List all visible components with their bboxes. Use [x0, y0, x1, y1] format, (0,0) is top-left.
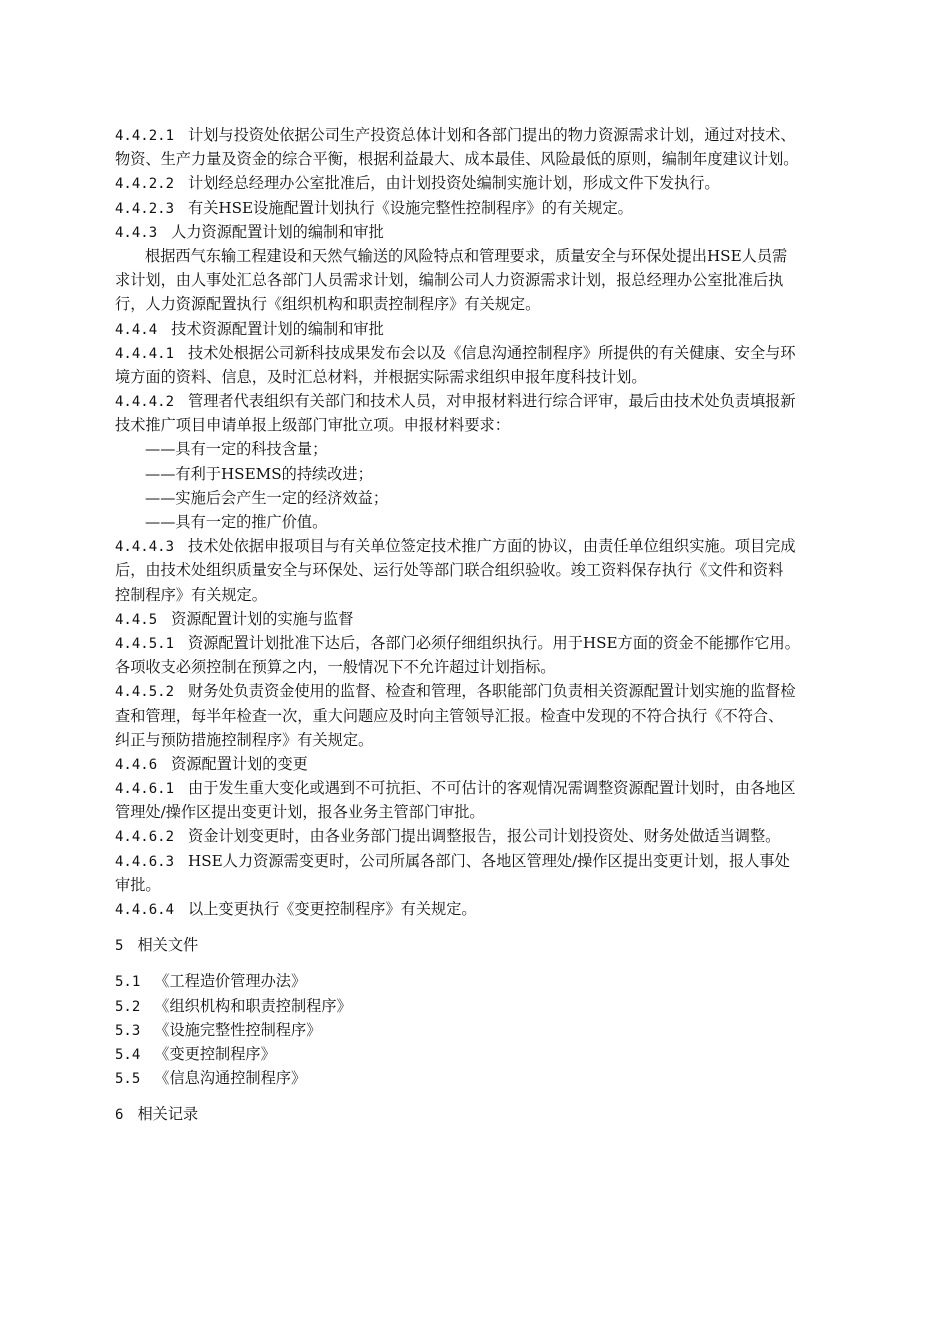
requirement-item	[115, 510, 860, 534]
clause-number: 4.4.6.4	[115, 902, 175, 918]
reference-title: 《信息沟通控制程序》	[154, 1069, 307, 1088]
clause-text: 后，由技术处组织质量安全与环保处、运行处等部门联合组织验收。竣工资料保存执行《文件和资料	[115, 561, 784, 580]
clause-text: 财务处负责资金使用的监督、检查和管理，各职能部门负责相关资源配置计划实施的监督检	[188, 682, 796, 701]
clause-text: 由于发生重大变化或遇到不可抗拒、不可估计的客观情况需调整资源配置计划时，由各地区	[188, 779, 796, 798]
clause-number: 4.4.4.3	[115, 539, 175, 556]
clause-number: 4.4.5.1	[115, 635, 175, 652]
paragraph-line	[115, 558, 860, 582]
paragraph-line	[115, 292, 860, 316]
reference-item	[115, 1042, 860, 1066]
paragraph-line	[115, 776, 860, 800]
requirement-text: ——有利于HSEMS的持续改进；	[145, 464, 373, 483]
requirement-text: ——具有一定的推广价值。	[145, 513, 328, 531]
clause-text: 根据西气东输工程建设和天然气输送的风险特点和管理要求，质量安全与环保处提出HSE人员需	[145, 246, 788, 265]
clause-number: 4.4.6.1	[115, 781, 175, 798]
paragraph-line	[115, 728, 860, 752]
reference-item	[115, 1018, 860, 1042]
paragraph-line	[115, 123, 860, 147]
requirement-item	[115, 437, 860, 461]
clause-text: 有关HSE设施配置计划执行《设施完整性控制程序》的有关规定。	[188, 198, 633, 217]
paragraph-line	[115, 583, 860, 607]
paragraph-line	[115, 897, 860, 921]
clause-number: 4.4.2.2	[115, 176, 175, 193]
paragraph-line	[115, 534, 860, 558]
clause-text: 境方面的资料、信息，及时汇总材料，并根据实际需求组织申报年度科技计划。	[115, 367, 647, 386]
paragraph-line	[115, 631, 860, 655]
clause-text: HSE人力资源需变更时，公司所属各部门、各地区管理处/操作区提出变更计划，报人事处	[188, 851, 790, 870]
clause-text: 人力资源配置计划的编制和审批	[171, 222, 384, 241]
section-number: 6	[115, 1107, 124, 1124]
paragraph-line	[115, 365, 860, 389]
clause-text: 审批。	[115, 875, 161, 894]
document-page	[115, 123, 860, 1127]
clause-text: 技术资源配置计划的编制和审批	[171, 319, 384, 338]
clause-text: 技术处依据申报项目与有关单位签定技术推广方面的协议，由责任单位组织实施。项目完成	[188, 537, 796, 556]
clause-text: 资源配置计划的变更	[171, 754, 308, 773]
paragraph-line	[115, 341, 860, 365]
clause-text: 行，人力资源配置执行《组织机构和职责控制程序》有关规定。	[115, 295, 541, 314]
requirement-item	[115, 486, 860, 510]
reference-number: 5.2	[115, 998, 141, 1015]
reference-item	[115, 994, 860, 1018]
clause-number: 4.4.6.3	[115, 853, 175, 870]
clause-number: 4.4.6	[115, 756, 158, 773]
clause-text: 各项收支必须控制在预算之内，一般情况下不允许超过计划指标。	[115, 658, 556, 677]
clause-number: 4.4.4.1	[115, 345, 175, 362]
clause-text: 计划经总经理办公室批准后，由计划投资处编制实施计划，形成文件下发执行。	[188, 174, 720, 193]
paragraph-line	[115, 704, 860, 728]
paragraph-line	[115, 171, 860, 195]
clause-text: 计划与投资处依据公司生产投资总体计划和各部门提出的物力资源需求计划，通过对技术、	[188, 126, 796, 144]
clause-number: 4.4.6.2	[115, 829, 175, 846]
paragraph-line	[115, 196, 860, 220]
paragraph-line	[115, 824, 860, 848]
subsection-heading	[115, 317, 860, 341]
subsection-heading	[115, 607, 860, 631]
reference-number: 5.1	[115, 974, 141, 991]
clause-text: 技术处根据公司新科技成果发布会以及《信息沟通控制程序》所提供的有关健康、安全与环	[188, 343, 796, 362]
clause-text: 物资、生产力量及资金的综合平衡，根据利益最大、成本最佳、风险最低的原则，编制年度建议计划。	[115, 150, 799, 169]
clause-text: 资源配置计划批准下达后，各部门必须仔细组织执行。用于HSE方面的资金不能挪作它用。	[188, 633, 800, 652]
clause-number: 4.4.2.3	[115, 200, 175, 217]
clause-text: 资源配置计划的实施与监督	[171, 609, 354, 628]
requirement-item	[115, 462, 860, 486]
section-heading	[115, 1102, 860, 1126]
clause-text: 资金计划变更时，由各业务部门提出调整报告，报公司计划投资处、财务处做适当调整。	[188, 827, 781, 846]
paragraph-line	[115, 800, 860, 824]
subsection-heading	[115, 220, 860, 244]
spacer	[115, 957, 860, 969]
paragraph-line	[115, 873, 860, 897]
reference-item	[115, 969, 860, 993]
clause-number: 4.4.3	[115, 224, 158, 241]
paragraph-line	[115, 849, 860, 873]
paragraph-line	[115, 389, 860, 413]
reference-number: 5.5	[115, 1071, 141, 1088]
paragraph-line	[115, 147, 860, 171]
clause-text: 控制程序》有关规定。	[115, 585, 267, 604]
clause-text: 纠正与预防措施控制程序》有关规定。	[115, 730, 374, 749]
requirement-text: ——具有一定的科技含量；	[145, 440, 328, 459]
requirement-text: ——实施后会产生一定的经济效益；	[145, 488, 388, 507]
paragraph-line	[115, 679, 860, 703]
reference-title: 《工程造价管理办法》	[154, 972, 307, 991]
paragraph-line	[115, 244, 860, 268]
reference-number: 5.4	[115, 1046, 141, 1063]
paragraph-line	[115, 413, 860, 437]
clause-number: 4.4.5	[115, 611, 158, 628]
clause-number: 4.4.2.1	[115, 128, 175, 144]
section-title: 相关记录	[137, 1105, 199, 1124]
clause-number: 4.4.4	[115, 321, 158, 338]
paragraph-line	[115, 268, 860, 292]
section-number: 5	[115, 938, 124, 955]
clause-text: 查和管理，每半年检查一次，重大问题应及时向主管领导汇报。检查中发现的不符合执行《不符合、	[115, 706, 784, 725]
clause-number: 4.4.4.2	[115, 394, 175, 411]
clause-text: 技术推广项目申请单报上级部门审批立项。申报材料要求：	[115, 416, 510, 435]
reference-title: 《组织机构和职责控制程序》	[154, 996, 352, 1015]
clause-text: 管理者代表组织有关部门和技术人员，对申报材料进行综合评审，最后由技术处负责填报新	[188, 392, 796, 411]
reference-title: 《设施完整性控制程序》	[154, 1020, 322, 1039]
reference-number: 5.3	[115, 1022, 141, 1039]
paragraph-line	[115, 655, 860, 679]
clause-text: 求计划，由人事处汇总各部门人员需求计划，编制公司人力资源需求计划，报总经理办公室批准后执	[115, 271, 784, 290]
subsection-heading	[115, 752, 860, 776]
clause-text: 管理处/操作区提出变更计划，报各业务主管部门审批。	[115, 803, 485, 822]
reference-title: 《变更控制程序》	[154, 1044, 276, 1063]
clause-number: 4.4.5.2	[115, 684, 175, 701]
section-heading	[115, 933, 860, 957]
clause-text: 以上变更执行《变更控制程序》有关规定。	[188, 900, 477, 918]
reference-item	[115, 1066, 860, 1090]
section-title: 相关文件	[137, 936, 199, 955]
